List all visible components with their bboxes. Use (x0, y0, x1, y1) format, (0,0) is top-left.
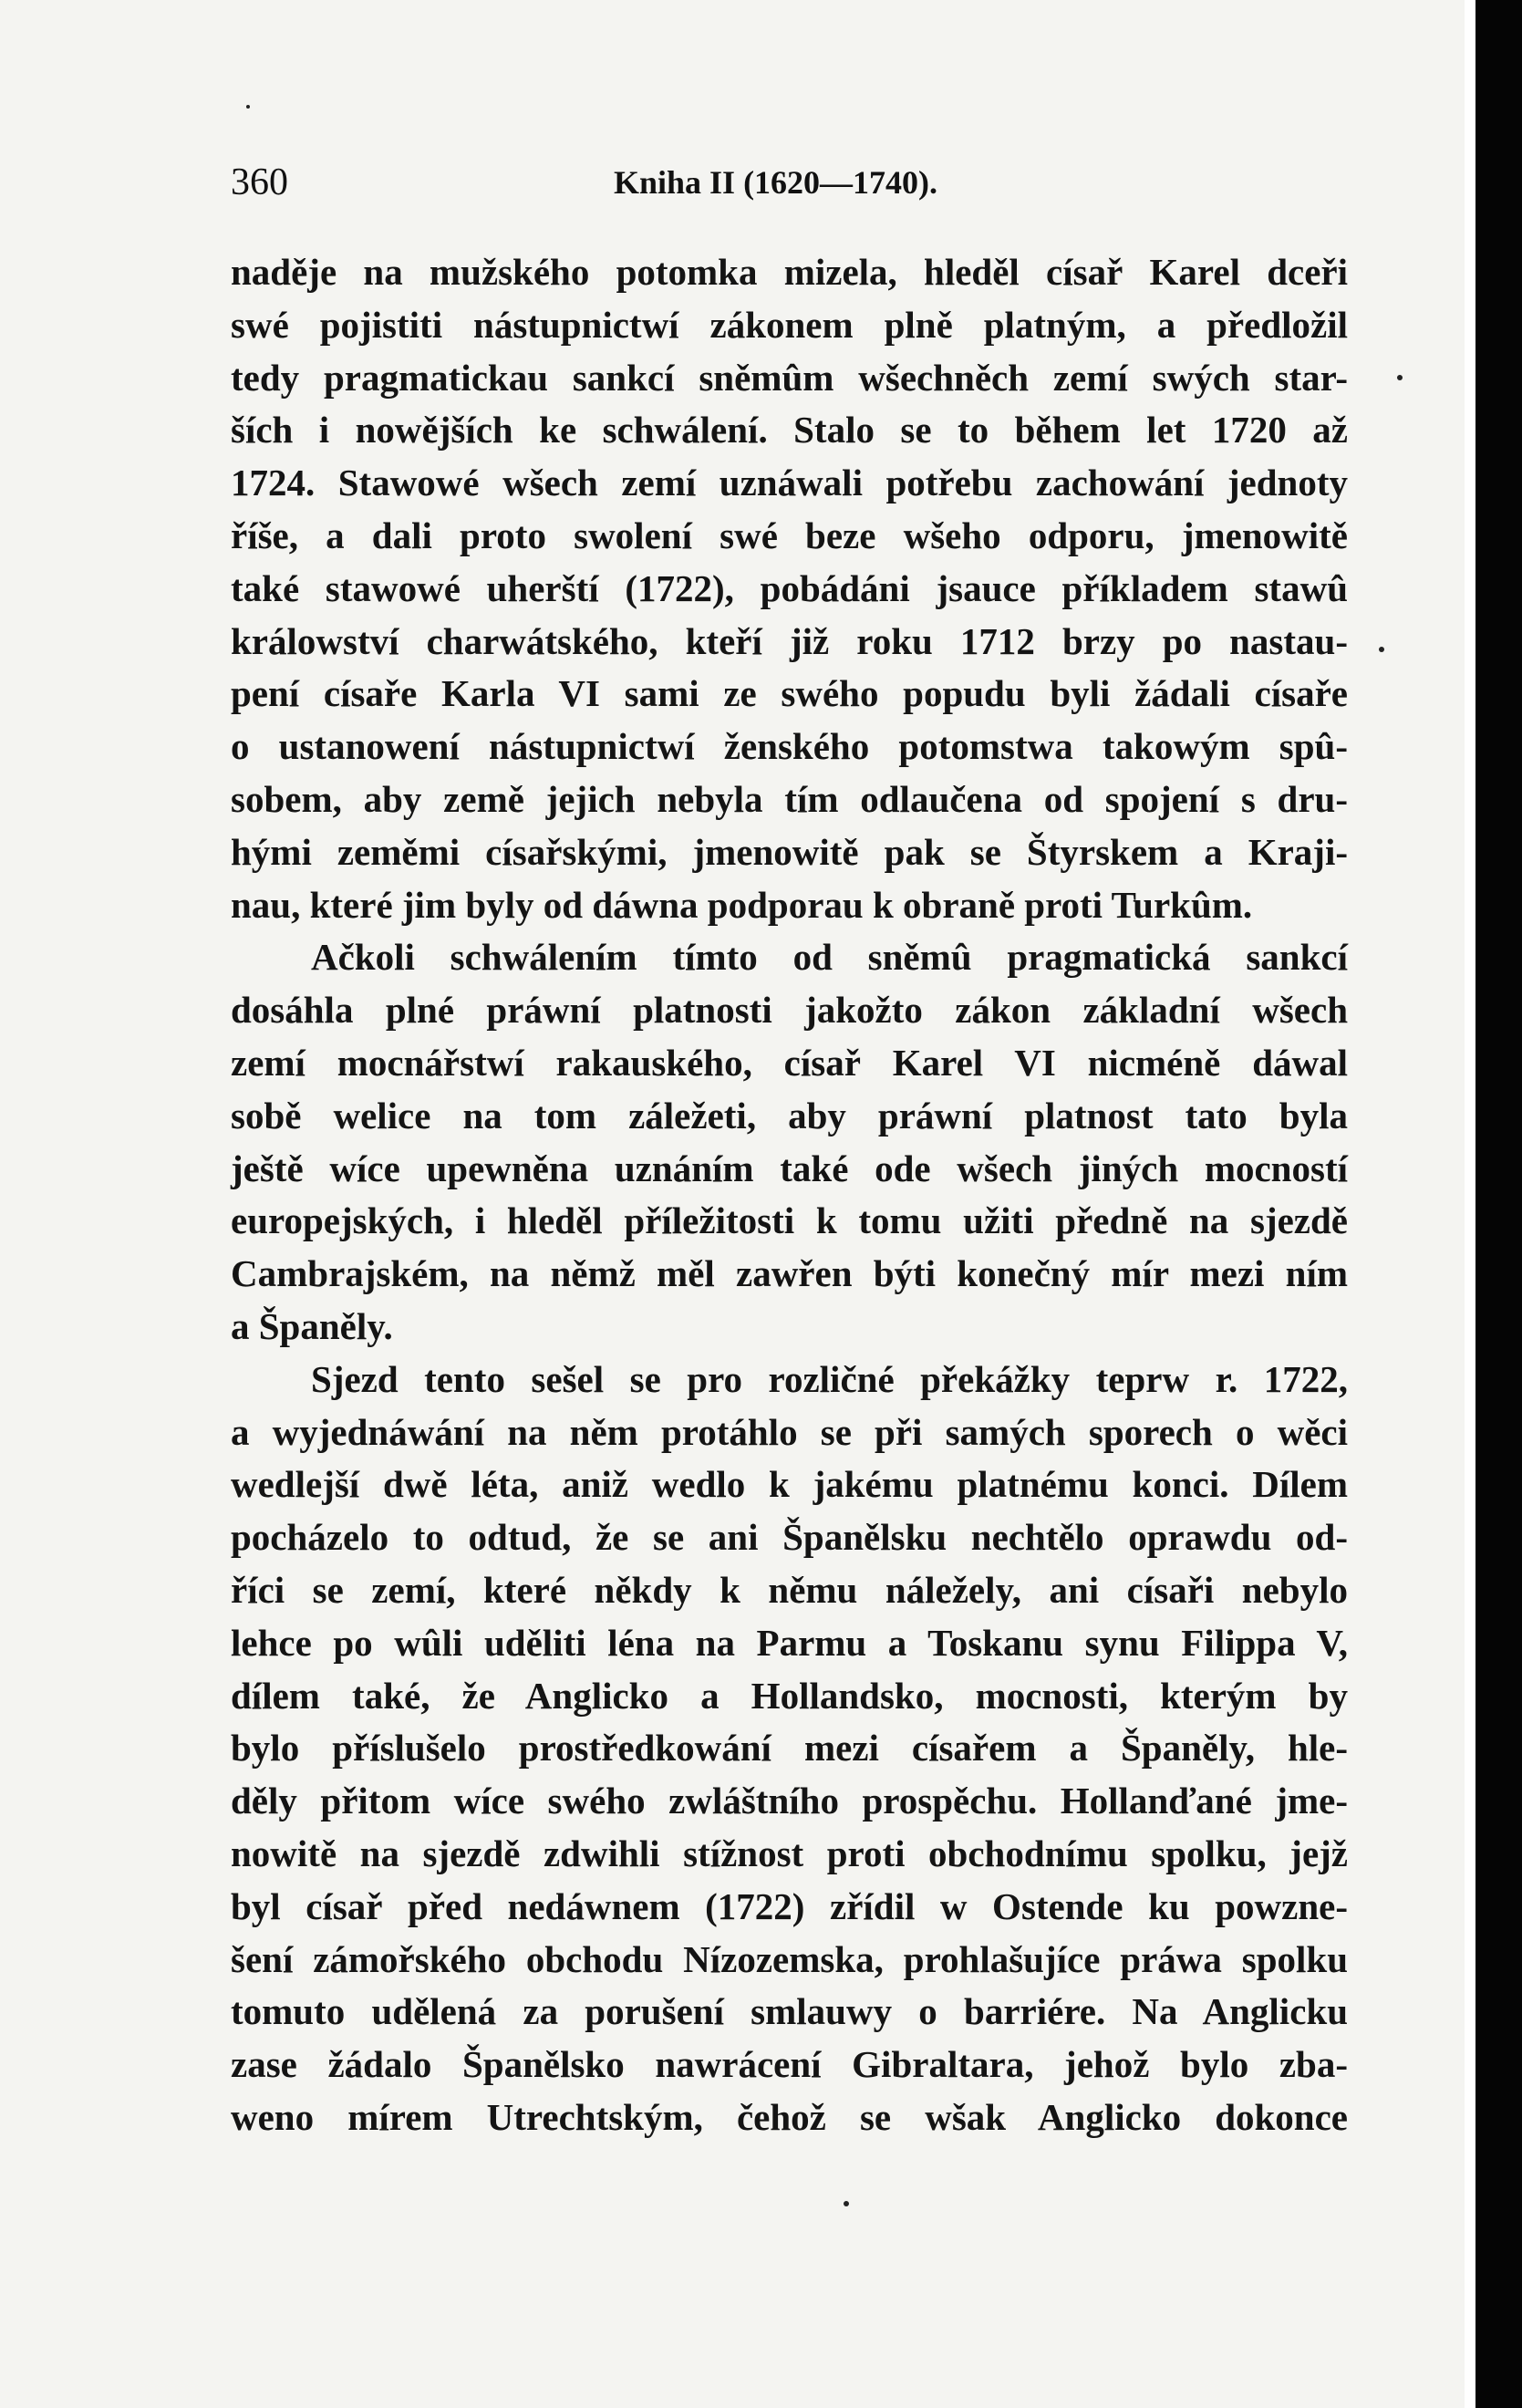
text-line: zemí mocnářstwí rakauského, císař Karel VI nicméně dáwal (231, 1041, 1348, 1084)
text-line: naděje na mužského potomka mizela, hleděl císař Karel dceři (231, 251, 1348, 293)
text-line: nau, které jim byly od dáwna podporau k obraně proti Turkûm. (231, 883, 1253, 926)
text-line: zase žádalo Španělsko nawrácení Gibraltara, jehož bylo zba- (231, 2043, 1348, 2086)
text-line: děly přitom wíce swého zwláštního prospěchu. Hollanďané jme- (231, 1780, 1348, 1822)
text-line: také stawowé uherští (1722), pobádáni jsauce příkladem stawû (231, 566, 1348, 609)
text-line: ještě wíce upewněna uznáním také ode wšech jiných mocností (231, 1147, 1348, 1189)
scan-speck (246, 105, 250, 109)
scan-speck (1379, 647, 1384, 652)
text-line: a wyjednáwání na něm protáhlo se při samých sporech o wěci (231, 1410, 1348, 1453)
page-edge-gap (1465, 0, 1475, 2408)
text-line: europejských, i hleděl příležitosti k tomu užiti předně na sjezdě (231, 1199, 1348, 1242)
scan-speck (844, 2201, 849, 2206)
text-line: a Španěly. (231, 1304, 393, 1347)
text-line: swé pojistiti nástupnictwí zákonem plně platným, a předložil (231, 303, 1348, 346)
page-number: 360 (231, 161, 288, 203)
text-line: wedlejší dwě léta, aniž wedlo k jakému platnému konci. Dílem (231, 1463, 1348, 1506)
text-line: dosáhla plné práwní platnosti jakožto zákon základní wšech (231, 989, 1348, 1032)
running-head: Kniha II (1620—1740). (614, 164, 938, 201)
scan-speck (1397, 375, 1403, 380)
text-line: říci se zemí, které někdy k němu náležely, ani císaři nebylo (231, 1568, 1348, 1611)
text-line: bylo příslušelo prostředkowání mezi císařem a Španěly, hle- (231, 1727, 1348, 1770)
text-line: ších i nowějších ke schwálení. Stalo se to během let 1720 až (231, 409, 1348, 452)
text-line: králowství charwátského, kteří již roku 1712 brzy po nastau- (231, 619, 1348, 662)
text-line: 1724. Stawowé wšech zemí uznáwali potřebu zachowání jednoty (231, 462, 1348, 504)
text-line: pocházelo to odtud, že se ani Španělsku nechtělo oprawdu od- (231, 1516, 1348, 1559)
text-line: sobě welice na tom záležeti, aby práwní platnost tato byla (231, 1094, 1348, 1137)
text-line: hými zeměmi císařskými, jmenowitě pak se Štyrskem a Kraji- (231, 830, 1348, 873)
page-header (231, 160, 1348, 205)
scan-border-dark (1475, 0, 1522, 2408)
text-line: Ačkoli schwálením tímto od sněmû pragmatická sankcí (311, 936, 1348, 979)
text-line: Sjezd tento sešel se pro rozličné překážky teprw r. 1722, (311, 1357, 1348, 1400)
text-line: tedy pragmatickau sankcí sněmûm wšechněch zemí swých star- (231, 356, 1348, 399)
text-line: lehce po wûli uděliti léna na Parmu a Toskanu synu Filippa V, (231, 1621, 1348, 1664)
body-text (231, 246, 1348, 2144)
text-line: byl císař před nedáwnem (1722) zřídil w Ostende ku powzne- (231, 1884, 1348, 1927)
text-line: sobem, aby země jejich nebyla tím odlaučena od spojení s dru- (231, 777, 1348, 820)
text-line: Cambrajském, na němž měl zawřen býti konečný mír mezi ním (231, 1252, 1348, 1295)
text-line: dílem také, že Anglicko a Hollandsko, mocnosti, kterým by (231, 1674, 1348, 1717)
text-line: šení zámořského obchodu Nízozemska, prohlašujíce práwa spolku (231, 1937, 1348, 1980)
text-line: nowitě na sjezdě zdwihli stížnost proti obchodnímu spolku, jejž (231, 1832, 1348, 1874)
text-line: pení císaře Karla VI sami ze swého popudu byli žádali císaře (231, 672, 1348, 715)
text-line: weno mírem Utrechtským, čehož se wšak Anglicko dokonce (231, 2095, 1348, 2138)
text-line: o ustanowení nástupnictwí ženského potomstwa takowým spû- (231, 725, 1348, 768)
text-line: říše, a dali proto swolení swé beze wšeho odporu, jmenowitě (231, 514, 1348, 556)
text-line: tomuto udělená za porušení smlauwy o barriére. Na Anglicku (231, 1990, 1348, 2033)
